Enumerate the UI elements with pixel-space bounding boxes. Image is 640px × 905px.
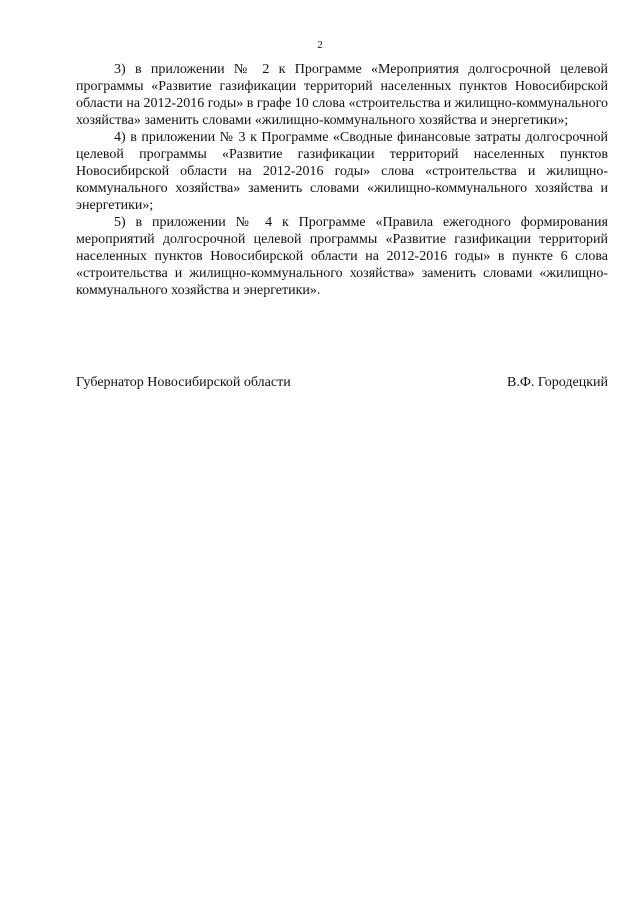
document-body xyxy=(76,61,608,299)
signatory-name: В.Ф. Городецкий xyxy=(507,375,608,390)
paragraph-item-3: 3) в приложении № 2 к Программе «Мероприятия долгосрочной целевой программы «Развитие газификации территорий населенных пунктов Новосибирской области на 2012-2016 годы» в графе 10 слова «строительства и жилищно-коммунального хозяйства» заменить словами «жилищно-коммунального хозяйства и энергетики»; xyxy=(76,62,608,128)
page-number: 2 xyxy=(317,39,323,51)
signatory-position: Губернатор Новосибирской области xyxy=(76,375,291,390)
paragraph-item-5: 5) в приложении № 4 к Программе «Правила ежегодного формирования мероприятий долгосрочной целевой программы «Развитие газификации территорий населенных пунктов Новосибирской области на 2012-2016 годы» в пункте 6 слова «строительства и жилищно-коммунального хозяйства» заменить словами «жилищно-коммунального хозяйства и энергетики». xyxy=(76,215,608,298)
signature-block xyxy=(76,374,608,391)
paragraph-item-4: 4) в приложении № 3 к Программе «Сводные финансовые затраты долгосрочной целевой программы «Развитие газификации территорий населенных пунктов Новосибирской области на 2012-2016 годы» слова «строительства и жилищно-коммунального хозяйства» заменить словами «жилищно-коммунального хозяйства и энергетики»; xyxy=(76,130,608,213)
